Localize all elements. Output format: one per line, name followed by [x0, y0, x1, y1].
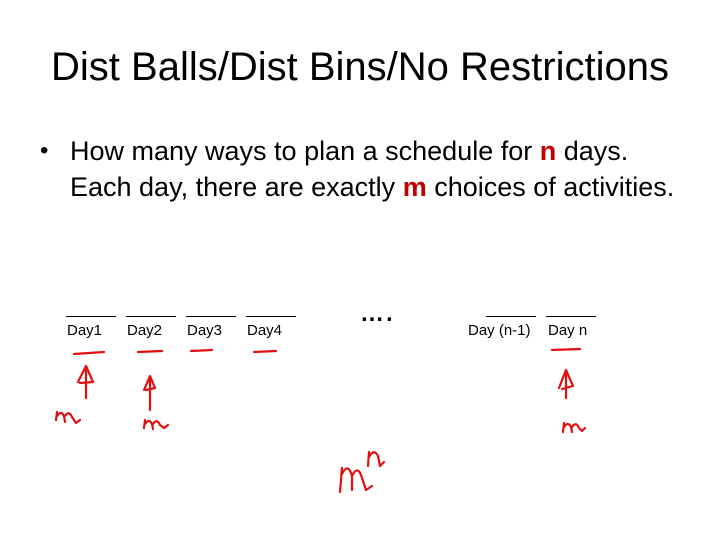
- highlight-n: n: [539, 136, 557, 166]
- handwritten-n: [368, 452, 384, 466]
- day-label: Day1: [67, 322, 103, 339]
- handwritten-m: [340, 468, 372, 492]
- underline-mark: [254, 351, 276, 352]
- handwritten-m: [56, 412, 80, 423]
- bullet-dot-icon: •: [40, 137, 49, 164]
- highlight-m: m: [402, 172, 427, 202]
- underline-mark: [552, 349, 580, 350]
- day-label: Day n: [548, 322, 588, 339]
- underline-mark: [74, 352, 104, 354]
- bullet-text: How many ways to plan a schedule for n days. Each day, there are exactly m choices of activities.: [70, 136, 675, 202]
- slide-title: Dist Balls/Dist Bins/No Restrictions: [51, 45, 669, 89]
- arrow-up-icon: [559, 370, 573, 398]
- day-label: Day3: [187, 322, 223, 339]
- handwritten-m: [563, 423, 585, 432]
- arrow-up-icon: [78, 366, 93, 398]
- underline-mark: [138, 351, 162, 352]
- day-label: Day4: [247, 322, 283, 339]
- arrow-up-icon: [144, 376, 155, 410]
- handwritten-m: [144, 420, 168, 429]
- day-label: Day2: [127, 322, 163, 339]
- day-label: Day (n-1): [468, 322, 531, 339]
- underline-mark: [191, 350, 212, 351]
- ellipsis: ….: [360, 300, 395, 327]
